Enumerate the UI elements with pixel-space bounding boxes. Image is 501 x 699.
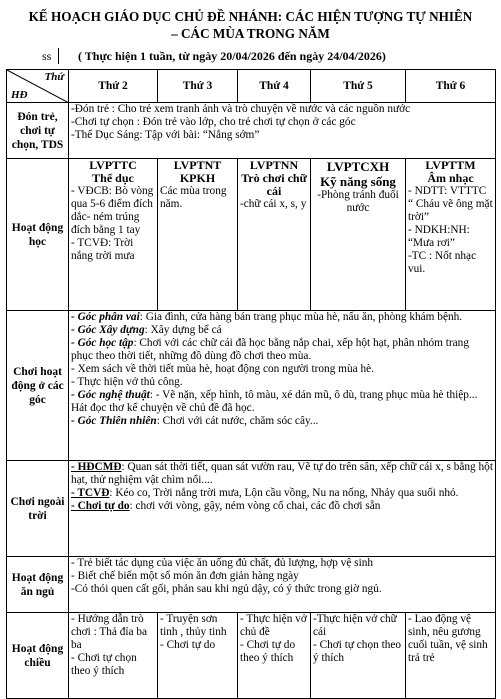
activity-line: -chữ cái x, s, y: [240, 198, 307, 210]
item-head: - Góc học tập: [71, 337, 134, 349]
subtitle: ( Thực hiện 1 tuần, từ ngày 20/04/2026 đến ngày 24/04/2026): [78, 49, 386, 63]
text-cursor: [58, 48, 59, 64]
subject-name: Thể dục: [92, 171, 134, 185]
document-title-line1: KẾ HOẠCH GIÁO DỤC CHỦ ĐỀ NHÁNH: CÁC HIỆN TƯỢNG TỰ NHIÊN: [28, 9, 473, 24]
activity-line: -TC : Nốt nhạc vui.: [408, 250, 477, 275]
afternoon-cell-mon: [69, 613, 158, 699]
activity-line: “ Cháu vẽ ông mặt trời”: [408, 198, 493, 223]
afternoon-line: - Hướng dẫn trò chơi : Thả đỉa ba ba: [71, 613, 148, 651]
day-header: Thứ 5: [311, 70, 406, 103]
afternoon-cell-wed: [238, 613, 311, 699]
row-label-corners: Chơi hoạt động ở các góc: [7, 311, 69, 461]
activity-line: -Phòng tránh đuối nước: [317, 189, 399, 214]
activity-line: - NDKH:NH: “Mưa rơi”: [408, 224, 470, 249]
welcome-line: -Thể Dục Sáng: Tập với bài: “Nắng sớm”: [71, 129, 260, 141]
item-head: - HĐCMĐ: [71, 461, 122, 473]
afternoon-cell-tue: [158, 613, 238, 699]
afternoon-line: -Thực hiện vở chữ cái: [313, 613, 397, 638]
item-text: : Gia đình, cửa hàng bán trang phục mùa hè, nấu ăn, phòng khám bệnh.: [139, 311, 463, 323]
domain-code: LVPTTC: [89, 158, 137, 172]
item-text: : - Vẽ nặn, xếp hình, tô màu, xé dán mũ, ô dù, trang phục mùa hè thiệp... Hát đọc thơ kể chuyện về chủ đề đã học.: [71, 389, 478, 414]
afternoon-line: - Thực hiện vở chủ đề: [240, 613, 307, 638]
corner-item: [71, 415, 493, 428]
subject-name: Kỹ năng sống: [320, 174, 396, 189]
meal-line: -Có thói quen cất gối, phản sau khi ngủ dậy, có ý thức trong giờ ngủ.: [71, 583, 382, 595]
meal-line: - Biết chế biến một số món ăn đơn giản hàng ngày: [71, 570, 299, 582]
row-outdoor: [7, 461, 496, 557]
subject-name: Trò chơi chữ cái: [241, 171, 307, 198]
item-text: : Kéo co, Trời nắng trời mưa, Lộn cầu vồng, Nu na nống, Nhảy qua suối nhỏ.: [109, 487, 459, 499]
afternoon-line: - Chơi tự do theo ý thích: [240, 639, 296, 664]
item-head: - Chơi tự do: [71, 500, 130, 512]
row-label-meal: Hoạt động ăn ngủ: [7, 557, 69, 613]
row-meal: [7, 557, 496, 613]
welcome-line: -Chơi tự chọn : Đón trẻ vào lớp, cho trẻ chơi tự chọn ở các góc: [71, 116, 356, 128]
activity-line: - TCVĐ: Trời nắng trời mưa: [71, 237, 135, 262]
afternoon-cell-thu: [311, 613, 406, 699]
item-text: : chơi với vòng, gậy, ném vòng cổ chai, các đồ chơi sẵn: [129, 500, 381, 512]
row-label-outdoor: Chơi ngoài trời: [7, 461, 69, 557]
afternoon-line: - Chơi tự chọn theo ý thích: [71, 652, 137, 677]
item-text: - Xem sách về thời tiết mùa hè, hoạt động con người trong mùa hè.: [71, 363, 374, 375]
item-head: - TCVĐ: [71, 487, 110, 499]
domain-code: LVPTCXH: [326, 159, 390, 174]
domain-code: LVPTNN: [249, 158, 299, 172]
row-label-welcome: Đón trẻ, chơi tự chọn, TDS: [7, 103, 69, 159]
corner-item: [71, 389, 493, 415]
learning-cell-tue: [158, 159, 238, 311]
plan-table: [6, 69, 496, 699]
row-welcome: [7, 103, 496, 159]
row-label-learning: Hoạt động học: [7, 159, 69, 311]
outdoor-item: [71, 461, 493, 487]
meal-line: - Trẻ biết tác dụng của việc ăn uống đủ chất, đủ lượng, hợp vệ sinh: [71, 557, 374, 569]
corners-content: [69, 311, 496, 461]
stray-text: ss: [42, 49, 52, 63]
afternoon-line: - Lao động vệ sinh, nêu gương cuối tuần, vệ sinh trả trẻ: [408, 613, 488, 664]
afternoon-line: - Truyện sơn tinh , thủy tinh: [160, 613, 227, 638]
learning-cell-fri: [406, 159, 496, 311]
meal-content: [69, 557, 496, 613]
day-header: Thứ 2: [69, 70, 158, 103]
subject-name: Âm nhạc: [427, 171, 474, 185]
corner-item: [71, 311, 493, 324]
learning-cell-mon: [69, 159, 158, 311]
corner-item: [71, 324, 493, 337]
item-head: - Góc phân vai: [71, 311, 140, 323]
learning-cell-thu: [311, 159, 406, 311]
item-text: : Quan sát thời tiết, quan sát vườn rau, Vẽ tự do trên sân, xếp chữ cái x, s bằng hột hạt, thử nghiệm vật chìm nổi....: [71, 461, 493, 486]
outdoor-item: [71, 487, 493, 500]
afternoon-line: - Chơi tự do: [160, 639, 216, 651]
corner-item: [71, 337, 493, 363]
subject-name: KPKH: [179, 171, 216, 185]
table-header-row: [7, 70, 496, 103]
item-head: - Góc nghệ thuật: [71, 389, 150, 401]
day-header: Thứ 3: [158, 70, 238, 103]
activity-line: - NDTT: VTTTC: [408, 185, 487, 197]
corner-label-activity: HĐ: [11, 89, 28, 101]
item-text: : Xây dựng bể cá: [144, 324, 222, 336]
activity-line: Các mùa trong năm.: [160, 185, 227, 210]
corner-item: [71, 363, 493, 376]
welcome-line: -Đón trẻ : Cho trẻ xem tranh ảnh và trò chuyện về nước và các nguồn nước: [71, 103, 411, 115]
row-afternoon: [7, 613, 496, 699]
domain-code: LVPTNT: [173, 158, 222, 172]
afternoon-cell-fri: [406, 613, 496, 699]
item-text: : Chơi với cát nước, chăm sóc cây...: [156, 415, 319, 427]
corner-cell: [7, 70, 69, 103]
document-title-line2: – CÁC MÙA TRONG NĂM: [171, 26, 330, 41]
row-corners: [7, 311, 496, 461]
outdoor-item: [71, 500, 493, 513]
day-header: Thứ 4: [238, 70, 311, 103]
item-head: - Góc Xây dựng: [71, 324, 145, 336]
row-label-afternoon: Hoạt động chiều: [7, 613, 69, 699]
item-text: : Chơi với các chữ cái đã học bằng nắp chai, xếp hột hạt, phân nhóm trang phục theo thời tiết, những đồ dùng đồ chơi theo mùa.: [71, 337, 469, 362]
day-header: Thứ 6: [406, 70, 496, 103]
welcome-content: [69, 103, 496, 159]
outdoor-content: [69, 461, 496, 557]
corner-item: [71, 376, 493, 389]
learning-cell-wed: [238, 159, 311, 311]
activity-line: - VĐCB: Bò vòng qua 5-6 điểm đích dắc- ném trúng đích bằng 1 tay: [71, 185, 154, 236]
item-head: - Góc Thiên nhiên: [71, 415, 157, 427]
row-learning: [7, 159, 496, 311]
domain-code: LVPTTM: [425, 158, 476, 172]
item-text: - Thực hiện vở thủ công.: [71, 376, 183, 388]
afternoon-line: - Chơi tự chọn theo ý thích: [313, 639, 402, 664]
corner-label-day: Thứ: [44, 71, 64, 83]
